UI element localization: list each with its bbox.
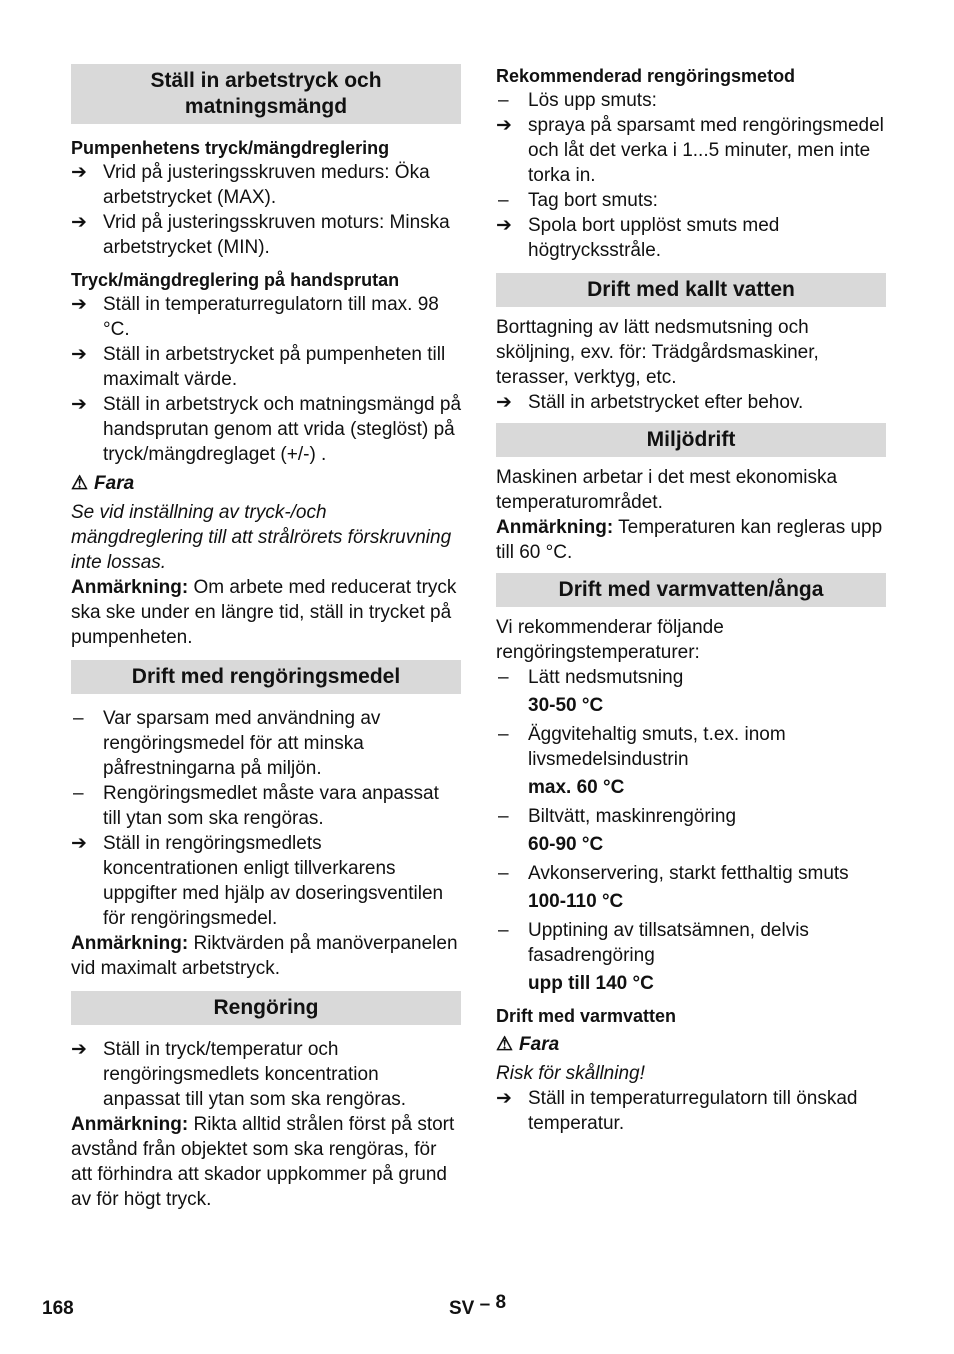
page-number: 168 <box>42 1298 74 1319</box>
note: Anmärkning: Rikta alltid strålen först på stort avstånd från objektet som ska rengöras, för att förhindra att skador uppkommer på grund av för högt tryck. <box>71 1114 455 1210</box>
section-heading: Rengöring <box>71 991 461 1025</box>
warning-label: ⚠ Fara <box>496 1034 560 1055</box>
dash-icon: – <box>498 190 509 211</box>
paragraph: Maskinen arbetar i det mest ekonomiska temperaturområdet. <box>496 467 838 513</box>
dash-icon: – <box>73 708 84 729</box>
paragraph: Borttagning av lätt nedsmutsning och sköljning, exv. för: Trädgårdsmaskiner, terasser, verktyg, etc. <box>496 317 819 388</box>
subheading: Pumpenhetens tryck/mängdreglering <box>71 138 390 158</box>
arrow-icon: ➔ <box>71 833 87 854</box>
temperature-value: 60-90 °C <box>528 834 604 855</box>
dash-icon: – <box>73 783 84 804</box>
temperature-value: max. 60 °C <box>528 777 625 798</box>
note: Anmärkning: Temperaturen kan regleras upp till 60 °C. <box>496 517 883 563</box>
temperature-value: 100-110 °C <box>528 891 624 912</box>
section-heading: Miljödrift <box>496 423 886 457</box>
action-step: ➔ spraya på sparsamt med rengöringsmedel och låt det verka i 1...5 minuter, men inte torka in. <box>496 115 884 186</box>
list-item: – Äggvitehaltig smuts, t.ex. inom livsmedelsindustrin <box>498 724 786 770</box>
dash-icon: – <box>498 90 509 111</box>
list-item: – Rengöringsmedlet måste vara anpassat till ytan som ska rengöras. <box>73 783 439 829</box>
warning-icon: ⚠ <box>71 473 89 494</box>
action-step: ➔ Ställ in arbetstryck och matningsmängd på handsprutan genom att vrida (steglöst) på tryck/mängdreglaget (+/-) . <box>71 394 462 465</box>
action-step: ➔ Ställ in temperaturregulatorn till max. 98 °C. <box>71 294 439 340</box>
dash-icon: – <box>498 920 509 941</box>
list-item: – Biltvätt, maskinrengöring <box>498 806 737 827</box>
list-item: – Avkonservering, starkt fetthaltig smuts <box>498 863 849 884</box>
dash-icon: – <box>498 806 509 827</box>
dash-icon: – <box>498 724 509 745</box>
section-heading: Drift med rengöringsmedel <box>71 660 461 694</box>
section-heading: Drift med varmvatten/ånga <box>496 573 886 607</box>
arrow-icon: ➔ <box>496 392 512 413</box>
list-item: – Lätt nedsmutsning <box>498 667 684 688</box>
dash-icon: – <box>498 667 509 688</box>
warning-label: ⚠ Fara <box>71 473 135 494</box>
paragraph: Vi rekommenderar följande rengöringstemperaturer: <box>496 617 724 663</box>
action-step: ➔ Ställ in arbetstrycket efter behov. <box>496 392 804 413</box>
action-step: ➔ Spola bort upplöst smuts med högtrycksstråle. <box>496 215 780 261</box>
dash-icon: – <box>498 863 509 884</box>
arrow-icon: ➔ <box>496 1088 512 1109</box>
arrow-icon: ➔ <box>496 115 512 136</box>
action-step: ➔ Ställ in rengöringsmedlets koncentrationen enligt tillverkarens uppgifter med hjälp av doseringsventilen för rengöringsmedel. <box>71 833 444 929</box>
action-step: ➔ Ställ in tryck/temperatur och rengöringsmedlets koncentration anpassat till ytan som ska rengöras. <box>71 1039 407 1110</box>
warning-icon: ⚠ <box>496 1034 514 1055</box>
page-footer-label: SV – 8 <box>449 1292 507 1319</box>
list-item: – Lös upp smuts: <box>498 90 657 111</box>
section-heading: Drift med kallt vatten <box>496 273 886 307</box>
left-column <box>71 64 461 1212</box>
subheading: Drift med varmvatten <box>496 1006 677 1026</box>
arrow-icon: ➔ <box>71 344 87 365</box>
arrow-icon: ➔ <box>71 394 87 415</box>
list-item: – Upptining av tillsatsämnen, delvis fasadrengöring <box>498 920 809 966</box>
arrow-icon: ➔ <box>71 212 87 233</box>
arrow-icon: ➔ <box>71 1039 87 1060</box>
arrow-icon: ➔ <box>496 215 512 236</box>
note: Anmärkning: Om arbete med reducerat tryck ska ske under en längre tid, ställ in trycket på pumpenheten. <box>71 577 457 648</box>
arrow-icon: ➔ <box>71 294 87 315</box>
action-step: ➔ Ställ in arbetstrycket på pumpenheten till maximalt värde. <box>71 344 446 390</box>
note: Anmärkning: Riktvärden på manöverpanelen vid maximalt arbetstryck. <box>71 933 458 979</box>
temperature-value: upp till 140 °C <box>528 973 654 994</box>
action-step: ➔ Vrid på justeringsskruven medurs: Öka arbetstrycket (MAX). <box>71 162 430 208</box>
arrow-icon: ➔ <box>71 162 87 183</box>
list-item: – Tag bort smuts: <box>498 190 658 211</box>
list-item: – Var sparsam med användning av rengöringsmedel för att minska påfrestningarna på miljön. <box>73 708 381 779</box>
temperature-value: 30-50 °C <box>528 695 604 716</box>
subheading: Rekommenderad rengöringsmetod <box>496 66 796 86</box>
action-step: ➔ Ställ in temperaturregulatorn till önskad temperatur. <box>496 1088 858 1134</box>
action-step: ➔ Vrid på justeringsskruven moturs: Minska arbetstrycket (MIN). <box>71 212 450 258</box>
warning-text: Se vid inställning av tryck-/och mängdreglering till att strålrörets förskruvning inte lossas. <box>71 502 452 573</box>
warning-text: Risk för skållning! <box>496 1063 645 1084</box>
subheading: Tryck/mängdreglering på handsprutan <box>71 270 400 290</box>
right-column <box>496 64 886 1136</box>
section-heading: Ställ in arbetstryck och matningsmängd <box>71 64 461 124</box>
